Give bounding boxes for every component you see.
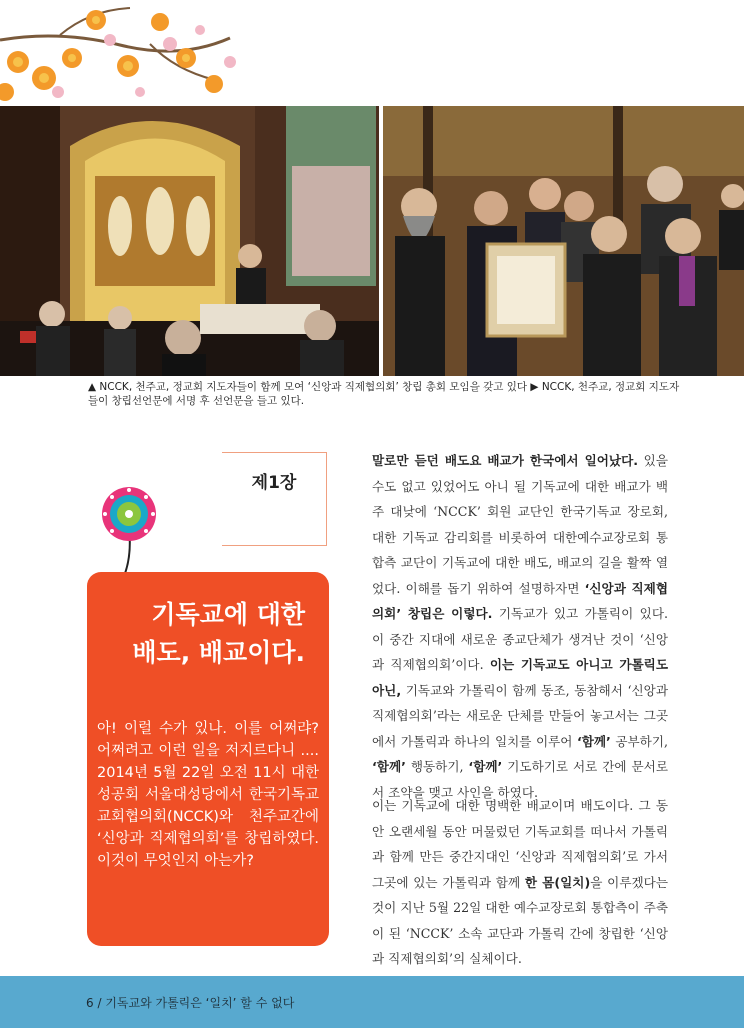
heading-line-2: 배도, 배교이다.: [132, 638, 305, 667]
para1-s6: 기독교와 가톨릭이 함께 동조, 동참해서 ‘신앙과 직제협의회’라는 새로운 단체를 만들어 놓고서는 그곳에서 가톨릭과 하나의 일치를 이루어: [372, 682, 668, 749]
para1-s10: 행동하기,: [405, 759, 469, 774]
photo-caption: ▲ NCCK, 천주교, 정교회 지도자들이 함께 모여 ‘신앙과 직제협의회’ 창립 총회 모임을 갖고 있다 ▶ NCCK, 천주교, 정교회 지도자들이 창립선언문에 서명 후 선언문을 들고 있다.: [88, 381, 680, 407]
photo-cathedral-assembly: [0, 106, 379, 376]
para2-s3: 을 이루겠다는 것이 지난 5월 22일 대한 예수교장로회 통합측이 주축이 된 ‘NCCK’ 소속 교단과 가톨릭 간에 창립한 ‘신앙과 직제협의회’의 실체이다.: [372, 874, 668, 966]
running-title: / 기독교와 가톨릭은 ‘일치’ 할 수 없다: [93, 996, 295, 1010]
para1-s11: ‘함께’: [468, 759, 503, 774]
para1-s8: 공부하기,: [610, 733, 668, 749]
para1-s1: 말로만 듣던 배도요 배교가 한국에서 일어났다.: [372, 453, 639, 468]
para1-s3: ‘신앙과 직제협의회’ 창립은 이렇다.: [372, 580, 668, 621]
intro-text: 아! 이럴 수가 있나. 이를 어쩌랴? 어쩌려고 이런 일을 저지르다니 .... 2014년 5월 22일 오전 11시 대한성공회 서울대성당에서 한국기독교교회협의회(NCCK)와 천주교간에 ‘신앙과 직제협의회’를 창립하였다. 이것이 무엇인지 아는가?: [97, 721, 319, 869]
chapter-label: 제1장: [251, 473, 297, 493]
para1-s7: ‘함께’: [576, 733, 611, 749]
para2-s2: 한 몸(일치): [524, 874, 591, 890]
para2-s1: 이는 기독교에 대한 명백한 배교이며 배도이다. 그 동안 오랜세월 동안 머물렀던 기독교회를 떠나서 가톨릭과 함께 만든 중간지대인 ‘신앙과 직제협의회’로 가서 그곳에 있는 가톨릭과 함께: [372, 798, 668, 890]
body-paragraph-2: [372, 793, 668, 972]
photo-leaders-with-declaration: [383, 106, 744, 376]
section-heading: [132, 596, 305, 672]
chapter-box: [222, 452, 327, 546]
flower-icon: [94, 486, 164, 576]
footer-band: [0, 976, 744, 1028]
para1-s9: ‘함께’: [372, 759, 406, 774]
intro-panel: [87, 572, 329, 946]
page-number: 6: [86, 996, 94, 1010]
para1-s2: 있을 수도 없고 있었어도 아니 될 기독교에 대한 배교가 백주 대낮에 ‘NCCK’ 회원 교단인 한국기독교 장로회, 대한 기독교 감리회를 비롯하여 대한예수교장로회 통합측 교단이 기독교에 대한 배도, 배교의 길을 활짝 열었다. 이해를 돕기 위하여 설명하자면: [372, 453, 668, 596]
body-paragraph-1: [372, 448, 668, 805]
para1-s12: 기도하기로 서로 간에 문서로서 조약을 맺고 사인을 하였다.: [372, 759, 669, 800]
footer-text: [86, 994, 294, 1011]
heading-line-1: 기독교에 대한: [151, 600, 305, 629]
para1-s5: 이는 기독교도 아니고 가톨릭도 아닌,: [372, 657, 668, 698]
para1-s4: 기독교가 있고 가톨릭이 있다. 이 중간 지대에 새로운 종교단체가 생겨난 것이 ‘신앙과 직제협의회’이다.: [372, 606, 668, 672]
blossom-branch-decoration: [0, 0, 744, 110]
